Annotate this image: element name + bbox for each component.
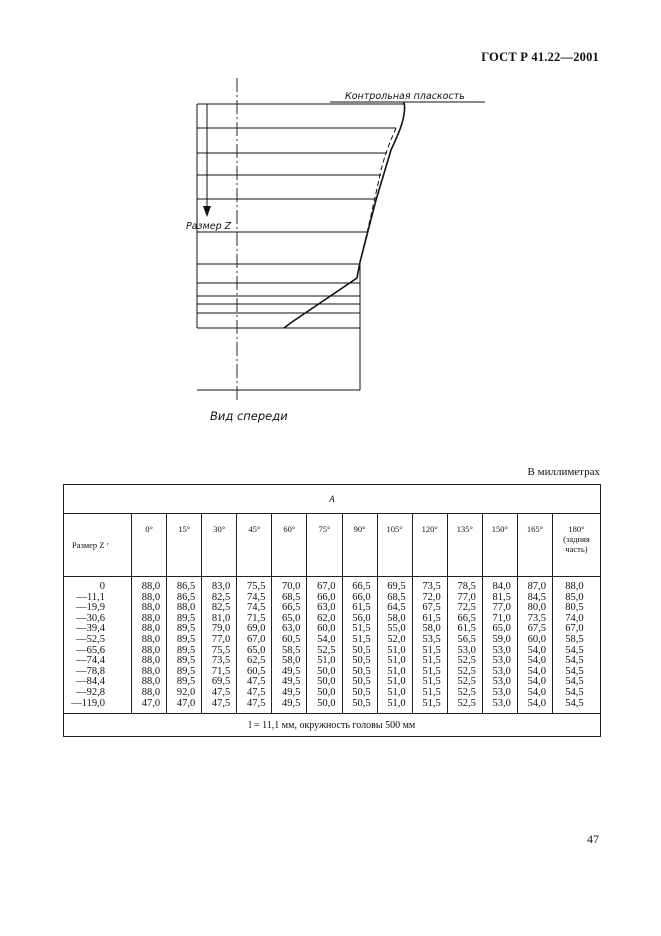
table-cell-value: 47,5 (211, 697, 231, 709)
z-value: —78,8 (76, 665, 106, 677)
table-cell-value: 84,5 (527, 591, 546, 603)
z-size-label: Размер Z (186, 221, 232, 232)
table-cell-value: 88,0 (141, 686, 161, 698)
table-cell-value: 53,0 (457, 644, 476, 656)
table-cell-value: 63,0 (317, 602, 336, 614)
table-cell-value: 51,5 (422, 676, 441, 688)
table-cell-value: 49,5 (282, 676, 301, 688)
angle-column-header: 135° (447, 514, 482, 577)
table-cell-value: 51,5 (422, 644, 441, 656)
angle-column-header: 30° (202, 514, 237, 577)
table-cell-value: 88,0 (141, 581, 161, 592)
table-cell-value: 61,5 (422, 612, 441, 624)
table-cell-value: 50,0 (317, 697, 336, 709)
table-cell-value: 86,5 (176, 591, 196, 603)
table-cell-value: 53,0 (492, 697, 511, 709)
table-cell-value: 66,5 (352, 581, 371, 592)
z-column-header: Размер Z ʳ (64, 514, 132, 577)
table-cell-value: 53,5 (422, 633, 441, 645)
table-cell-value: 92,0 (176, 686, 196, 698)
table-cell-value: 51,5 (422, 665, 441, 677)
table-cell-value: 54,0 (317, 633, 336, 645)
table-cell-value: 77,0 (211, 633, 231, 645)
table-cell-value: 59,0 (492, 633, 511, 645)
table-cell-value: 52,5 (457, 655, 476, 667)
table-cell-value: 51,5 (352, 623, 371, 635)
table-cell-value: 52,5 (457, 697, 476, 709)
measurements-table (63, 484, 601, 737)
value-column (517, 577, 552, 714)
table-cell-value: 74,5 (246, 602, 266, 614)
table-cell-value: 61,5 (457, 623, 476, 635)
table-cell-value: 89,5 (176, 623, 196, 635)
table-cell-value: 88,0 (141, 644, 161, 656)
value-column (447, 577, 482, 714)
head-profile-figure (0, 0, 661, 460)
table-cell-value: 51,0 (387, 644, 406, 656)
table-cell-value: 54,5 (565, 686, 584, 698)
angle-column-header: 0° (132, 514, 167, 577)
table-cell-value: 58,5 (565, 633, 584, 645)
table-cell-value: 51,0 (387, 686, 406, 698)
table-cell-value: 50,5 (352, 686, 371, 698)
table-cell-value: 53,0 (492, 686, 511, 698)
table-cell-value: 53,0 (492, 665, 511, 677)
table-cell-value: 51,0 (387, 655, 406, 667)
table-cell-value: 47,0 (176, 697, 196, 709)
table-cell-value: 65,0 (282, 612, 301, 624)
z-value: —19,9 (76, 602, 106, 614)
table-cell-value: 50,5 (352, 644, 371, 656)
table-cell-value: 47,5 (246, 697, 266, 709)
table-cell-value: 70,0 (282, 581, 301, 592)
table-cell-value: 51,0 (387, 697, 406, 709)
table-cell-value: 80,0 (527, 602, 546, 614)
table-cell-value: 54,0 (527, 644, 546, 656)
angle-column-header: 165° (517, 514, 552, 577)
table-cell-value: 67,0 (565, 623, 584, 635)
table-cell-value: 50,5 (352, 655, 371, 667)
value-column (307, 577, 342, 714)
value-column (167, 577, 202, 714)
table-cell-value: 85,0 (565, 591, 584, 603)
table-cell-value: 53,0 (492, 644, 511, 656)
table-cell-value: 89,5 (176, 612, 196, 624)
table-cell-value: 88,0 (141, 591, 161, 603)
table-cell-value: 47,5 (246, 676, 266, 688)
z-arrow-head-icon (203, 206, 211, 217)
table-cell-value: 75,5 (211, 644, 231, 656)
table-cell-value: 49,5 (282, 665, 301, 677)
table-cell-value: 47,5 (211, 686, 231, 698)
table-cell-value: 60,5 (246, 665, 266, 677)
value-column (552, 577, 600, 714)
table-cell-value: 71,0 (492, 612, 511, 624)
table-cell-value: 50,0 (317, 686, 336, 698)
value-column (202, 577, 237, 714)
table-cell-value: 56,5 (457, 633, 476, 645)
table-cell-value: 72,5 (457, 602, 476, 614)
value-column (132, 577, 167, 714)
table-cell-value: 69,5 (387, 581, 406, 592)
z-value: —119,0 (71, 697, 106, 709)
z-value: —84,4 (76, 676, 106, 688)
table-cell-value: 52,5 (457, 665, 476, 677)
z-value: —65,6 (76, 644, 106, 656)
table-cell-value: 64,5 (387, 602, 406, 614)
table-cell-value: 50,0 (317, 665, 336, 677)
table-cell-value: 60,0 (317, 623, 336, 635)
table-cell-value: 51,0 (317, 655, 336, 667)
document-standard-header: ГОСТ Р 41.22—2001 (481, 50, 599, 64)
table-cell-value: 61,5 (352, 602, 371, 614)
table-cell-value: 58,0 (387, 612, 406, 624)
table-cell-value: 54,0 (527, 697, 546, 709)
angle-column-header: 75° (307, 514, 342, 577)
z-value: —30,6 (76, 612, 106, 624)
table-cell-value: 51,5 (422, 686, 441, 698)
table-cell-value: 54,0 (527, 686, 546, 698)
table-cell-value: 84,0 (492, 581, 511, 592)
table-cell-value: 73,5 (422, 581, 441, 592)
table-cell-value: 54,0 (527, 676, 546, 688)
table-cell-value: 87,0 (527, 581, 546, 592)
table-cell-value: 69,5 (211, 676, 231, 688)
table-cell-value: 53,0 (492, 676, 511, 688)
table-cell-value: 58,0 (422, 623, 441, 635)
table-cell-value: 51,5 (352, 633, 371, 645)
table-cell-value: 71,5 (211, 665, 231, 677)
table-cell-value: 49,5 (282, 697, 301, 709)
value-column (482, 577, 517, 714)
units-note: В миллиметрах (527, 466, 600, 478)
table-cell-value: 56,0 (352, 612, 371, 624)
table-cell-value: 49,5 (282, 686, 301, 698)
table-cell-value: 62,0 (317, 612, 336, 624)
table-cell-value: 60,0 (527, 633, 546, 645)
table-footer-note: l = 11,1 мм, окружность головы 500 мм (64, 714, 601, 737)
table-cell-value: 58,0 (282, 655, 301, 667)
table-cell-value: 89,5 (176, 633, 196, 645)
table-cell-value: 51,0 (387, 665, 406, 677)
table-cell-value: 80,5 (565, 602, 584, 614)
table-cell-value: 72,0 (422, 591, 441, 603)
table-cell-value: 50,5 (352, 676, 371, 688)
table-cell-value: 54,5 (565, 697, 584, 709)
table-cell-value: 88,0 (141, 665, 161, 677)
table-cell-value: 71,5 (246, 612, 266, 624)
table-cell-value: 68,5 (282, 591, 301, 603)
table-cell-value: 54,5 (565, 644, 584, 656)
table-cell-value: 54,5 (565, 676, 584, 688)
table-cell-value: 47,0 (141, 697, 161, 709)
table-cell-value: 55,0 (387, 623, 406, 635)
table-cell-value: 88,0 (565, 581, 584, 592)
table-cell-value: 62,5 (246, 655, 266, 667)
table-cell-value: 89,5 (176, 644, 196, 656)
table-cell-value: 67,5 (422, 602, 441, 614)
table-cell-value: 89,5 (176, 676, 196, 688)
table-cell-value: 67,5 (527, 623, 546, 635)
table-cell-value: 54,5 (565, 665, 584, 677)
z-value: 0 (99, 581, 106, 592)
table-cell-value: 74,5 (246, 591, 266, 603)
value-column (412, 577, 447, 714)
measurements-table-wrapper (63, 484, 601, 737)
value-column (342, 577, 377, 714)
table-cell-value: 69,0 (246, 623, 266, 635)
table-cell-value: 78,5 (457, 581, 476, 592)
table-cell-value: 51,5 (422, 697, 441, 709)
head-profile-curve (284, 102, 405, 328)
z-values-column (64, 577, 132, 714)
table-cell-value: 54,0 (527, 665, 546, 677)
table-cell-value: 66,0 (352, 591, 371, 603)
z-value: —39,4 (76, 623, 106, 635)
table-cell-value: 73,5 (527, 612, 546, 624)
table-cell-value: 77,0 (492, 602, 511, 614)
table-cell-value: 89,5 (176, 655, 196, 667)
table-cell-value: 79,0 (211, 623, 231, 635)
table-cell-value: 50,5 (352, 697, 371, 709)
front-view-label: Вид спереди (210, 409, 288, 423)
table-cell-value: 89,5 (176, 665, 196, 677)
table-cell-value: 68,5 (387, 591, 406, 603)
table-cell-value: 51,0 (387, 676, 406, 688)
table-cell-value: 74,0 (565, 612, 584, 624)
table-cell-value: 51,5 (422, 655, 441, 667)
table-cell-value: 88,0 (141, 602, 161, 614)
table-cell-value: 88,0 (141, 676, 161, 688)
table-cell-value: 81,5 (492, 591, 511, 603)
table-cell-value: 47,5 (246, 686, 266, 698)
table-cell-value: 50,0 (317, 676, 336, 688)
z-value: —52,5 (76, 633, 106, 645)
table-cell-value: 52,5 (317, 644, 336, 656)
angle-column-header: 90° (342, 514, 377, 577)
angle-column-header: 120° (412, 514, 447, 577)
table-cell-value: 83,0 (211, 581, 231, 592)
table-cell-value: 60,5 (282, 633, 301, 645)
table-cell-value: 88,0 (176, 602, 196, 614)
table-cell-value: 73,5 (211, 655, 231, 667)
table-cell-value: 77,0 (457, 591, 476, 603)
table-cell-value: 52,5 (457, 676, 476, 688)
table-cell-value: 82,5 (211, 591, 231, 603)
table-cell-value: 67,0 (317, 581, 336, 592)
table-cell-value: 67,0 (246, 633, 266, 645)
table-cell-value: 75,5 (246, 581, 266, 592)
control-plane-label: Контрольная пласкость (345, 91, 465, 102)
table-cell-value: 65,0 (492, 623, 511, 635)
table-cell-value: 88,0 (141, 612, 161, 624)
table-cell-value: 63,0 (282, 623, 301, 635)
angle-column-header: 60° (272, 514, 307, 577)
z-value: —11,1 (76, 591, 106, 603)
angle-column-header: 150° (482, 514, 517, 577)
table-cell-value: 54,5 (565, 655, 584, 667)
angle-column-header: 180° (задняя часть) (552, 514, 600, 577)
angle-column-header: 15° (167, 514, 202, 577)
table-cell-value: 66,5 (457, 612, 476, 624)
group-header: A (64, 485, 601, 514)
table-cell-value: 52,0 (387, 633, 406, 645)
value-column (237, 577, 272, 714)
table-cell-value: 66,5 (282, 602, 301, 614)
table-cell-value: 82,5 (211, 602, 231, 614)
angle-column-header: 105° (377, 514, 412, 577)
table-cell-value: 88,0 (141, 655, 161, 667)
page-number: 47 (587, 832, 599, 846)
table-cell-value: 88,0 (141, 623, 161, 635)
table-cell-value: 54,0 (527, 655, 546, 667)
table-cell-value: 50,5 (352, 665, 371, 677)
angle-column-header: 45° (237, 514, 272, 577)
table-cell-value: 81,0 (211, 612, 231, 624)
table-cell-value: 66,0 (317, 591, 336, 603)
table-cell-value: 58,5 (282, 644, 301, 656)
table-cell-value: 53,0 (492, 655, 511, 667)
z-value: —92,8 (76, 686, 106, 698)
z-value: —74,4 (76, 655, 106, 667)
section-lines (197, 104, 404, 390)
table-cell-value: 86,5 (176, 581, 196, 592)
table-cell-value: 88,0 (141, 633, 161, 645)
table-cell-value: 52,5 (457, 686, 476, 698)
value-column (377, 577, 412, 714)
value-column (272, 577, 307, 714)
table-cell-value: 65,0 (246, 644, 266, 656)
